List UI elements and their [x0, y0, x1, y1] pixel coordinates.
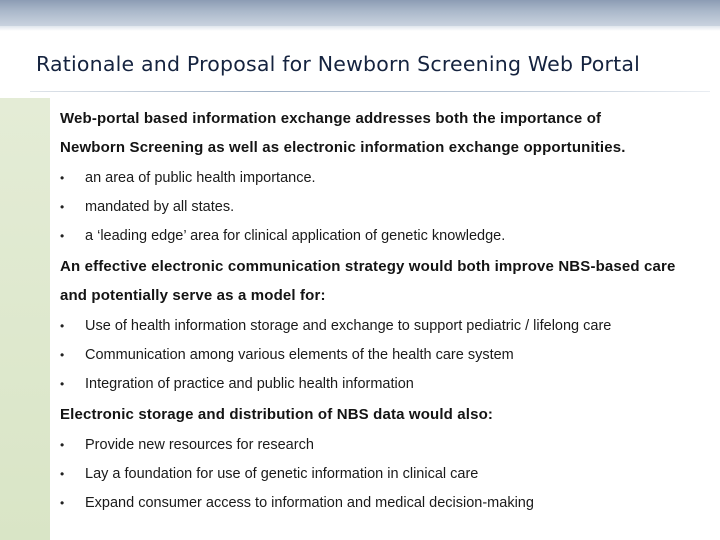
bullet-dot: • [60, 348, 65, 362]
header-band-edge [0, 26, 720, 31]
bullet-text: Integration of practice and public health information [85, 376, 414, 392]
bullet-item [60, 341, 710, 370]
header-band [0, 0, 720, 26]
section-web-portal [60, 104, 710, 251]
section-nbs-data [60, 400, 710, 518]
bullet-dot: • [60, 319, 65, 333]
section-heading-line: Newborn Screening as well as electronic information exchange opportunities. [60, 139, 626, 156]
bullet-item [60, 489, 710, 518]
bullet-text: Lay a foundation for use of genetic information in clinical care [85, 466, 479, 482]
bullet-text: Provide new resources for research [85, 437, 314, 453]
slide-body [60, 104, 710, 519]
bullet-item [60, 164, 710, 193]
bullet-item [60, 312, 710, 341]
section-heading-line: and potentially serve as a model for: [60, 287, 326, 304]
title-divider [30, 91, 710, 92]
section-communication-strategy [60, 252, 710, 399]
bullet-dot: • [60, 496, 65, 510]
bullet-dot: • [60, 200, 65, 214]
bullet-list [60, 431, 710, 518]
bullet-text: an area of public health importance. [85, 170, 316, 186]
bullet-text: Expand consumer access to information and medical decision-making [85, 495, 534, 511]
bullet-list [60, 164, 710, 251]
bullet-text: mandated by all states. [85, 199, 235, 215]
bullet-text: Communication among various elements of the health care system [85, 347, 514, 363]
bullet-dot: • [60, 467, 65, 481]
bullet-item [60, 460, 710, 489]
bullet-dot: • [60, 171, 65, 185]
bullet-text: Use of health information storage and exchange to support pediatric / lifelong care [85, 318, 612, 334]
bullet-dot: • [60, 438, 65, 452]
slide-title: Rationale and Proposal for Newborn Screening Web Portal [36, 52, 640, 76]
left-accent-bar [0, 98, 50, 540]
bullet-dot: • [60, 377, 65, 391]
bullet-dot: • [60, 229, 65, 243]
bullet-list [60, 312, 710, 399]
section-heading-line: An effective electronic communication strategy would both improve NBS-based care [60, 258, 676, 275]
section-heading-line: Electronic storage and distribution of NBS data would also: [60, 406, 494, 423]
bullet-text: a ‘leading edge’ area for clinical application of genetic knowledge. [85, 228, 506, 244]
bullet-item [60, 222, 710, 251]
bullet-item [60, 370, 710, 399]
bullet-item [60, 193, 710, 222]
bullet-item [60, 431, 710, 460]
section-heading-line: Web-portal based information exchange addresses both the importance of [60, 110, 602, 127]
